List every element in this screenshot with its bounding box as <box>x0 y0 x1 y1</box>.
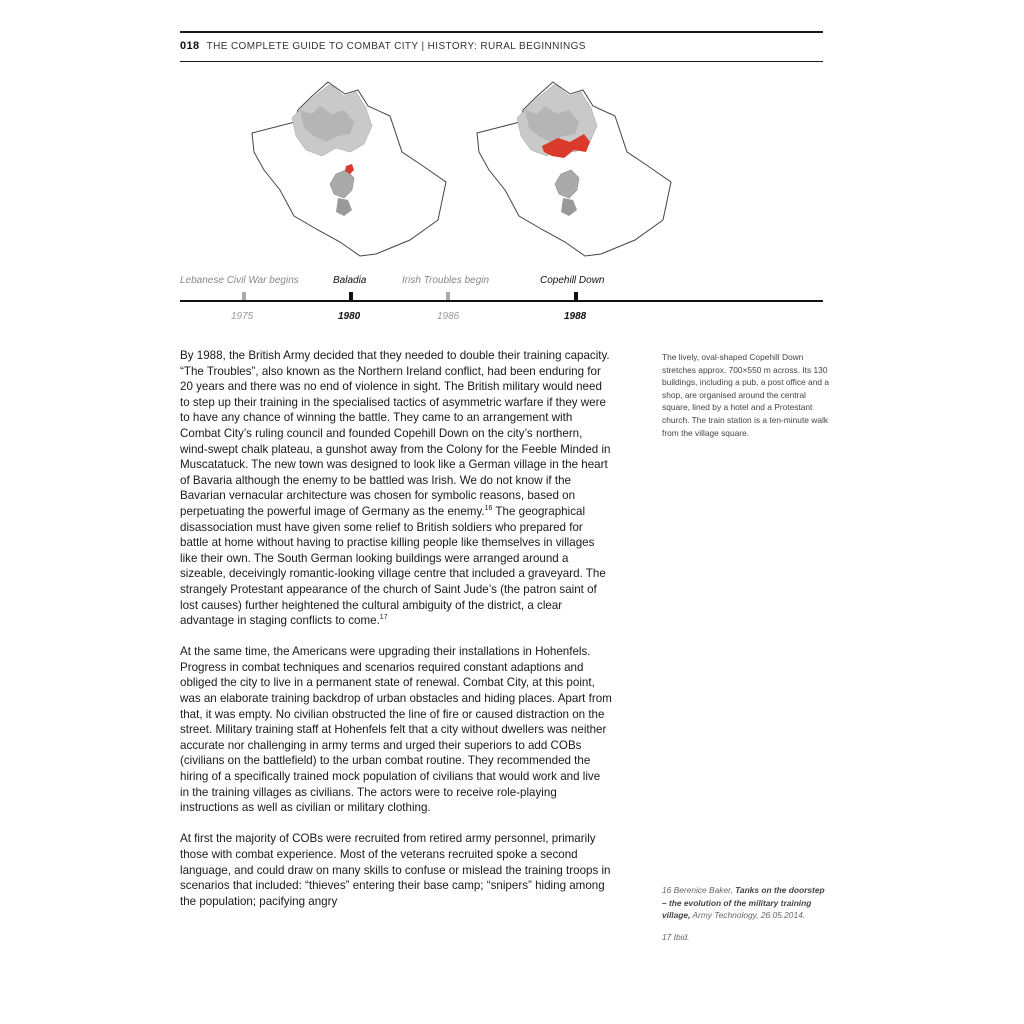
footnote: 17 Ibid. <box>662 931 690 942</box>
timeline-event-label: Irish Troubles begin <box>402 275 490 286</box>
paragraph: By 1988, the British Army decided that they needed to double their training capacity. “The Troubles”, also known as the Northern Ireland conflict, had been enduring for 20 years and there was no end of violence in sight. The British military would need to step up their training in the specialised tactics of asymmetric warfare if they were to have any chance of winning the battle. They came to an arrangement with Combat City’s ruling council and founded Copehill Down on the city’s northern, wind-swept chalk plateau, a gunshot away from the Colony for the Feeble Minded in Muscatatuck. The new town was designed to look like a German village in the heart of Bavaria although the enemy to be battled was Irish. We do not know if the Bavarian vernacular architecture was chosen for symbolic reasons, based on perpetuating the powerful image of Germany as the enemy.$^{16}$ The geographical disassociation must have given some relief to British soldiers who prepared for battle at home without having to practise killing people like themselves in villages like their own. The South German looking buildings were arranged around a sizeable, deceivingly romantic-looking village centre that included a graveyard. The strangely Protestant appearance of the church of Saint Jude’s (the patron saint of lost causes) further heightened the cultural ambiguity of the district, a clear advantage in staging conflicts to come.$^{17}$ <box>180 349 611 628</box>
footnotes <box>662 884 830 952</box>
paragraph: At first the majority of COBs were recruited from retired army personnel, primarily those with combat experience. Most of the veterans recruited spoke a second language, and could draw on many skills to confuse or mislead the training troops in scenarios that included: “thieves” entering their base camp; “snipers” hiding among the population; pacifying angry <box>180 832 611 908</box>
running-header <box>180 40 823 52</box>
map-copehill-down <box>477 82 671 256</box>
timeline <box>180 270 823 330</box>
body-text <box>180 348 612 925</box>
footnote-ref: 16 <box>484 505 493 513</box>
paragraph: At the same time, the Americans were upgrading their installations in Hohenfels. Progress in combat techniques and scenarios required constant adaptions and obliged the city to live in a permanent state of renewal. Combat City, at this point, was an elaborate training backdrop of urban obstacles and hiding places. Apart from that, it was empty. No civilian obstructed the line of fire or caused distraction on the street. Military training staff at Hohenfels felt that a city without dwellers was neither accurate nor challenging in army terms and urged their superiors to add COBs (civilians on the battlefield) to the urban combat routine. They recommended the hiring of a specifically trained mock population of civilians that would work and live in the training villages as civilians. The actors were to receive role-playing instructions as well as civilian or military clothing. <box>180 645 612 815</box>
header-top-rule <box>180 31 823 33</box>
map-baladia <box>252 82 446 256</box>
timeline-year: 1986 <box>437 311 460 322</box>
timeline-event-label: Baladia <box>333 275 367 286</box>
timeline-tick <box>349 292 353 300</box>
timeline-tick <box>242 292 246 300</box>
timeline-event-label: Lebanese Civil War begins <box>180 275 299 286</box>
timeline-year: 1988 <box>564 311 587 322</box>
page-number: 018 <box>180 40 200 52</box>
timeline-tick <box>446 292 450 300</box>
timeline-axis <box>180 300 823 302</box>
footnote: 16 Berenice Baker, Tanks on the doorstep – the evolution of the military training village, Army Technology, 26.05.2014. <box>662 885 825 921</box>
timeline-event-label: Copehill Down <box>540 275 605 286</box>
side-caption: The lively, oval-shaped Copehill Down stretches approx. 700×550 m across. Its 130 buildings, including a pub, a post office and a shop, are organised around the central square, lined by a hotel and a Protestant church. The train station is a ten-minute walk from the village square. <box>662 352 830 438</box>
footnote-title: Tanks on the doorstep – the evolution of the military training village, <box>662 885 825 921</box>
timeline-tick <box>574 292 578 300</box>
running-title: THE COMPLETE GUIDE TO COMBAT CITY | HISTORY: RURAL BEGINNINGS <box>206 41 586 52</box>
footnote-ref: 17 <box>379 614 388 622</box>
header-bottom-rule <box>180 61 823 62</box>
timeline-year: 1975 <box>231 311 254 322</box>
city-maps <box>240 70 700 270</box>
timeline-year: 1980 <box>338 311 361 322</box>
